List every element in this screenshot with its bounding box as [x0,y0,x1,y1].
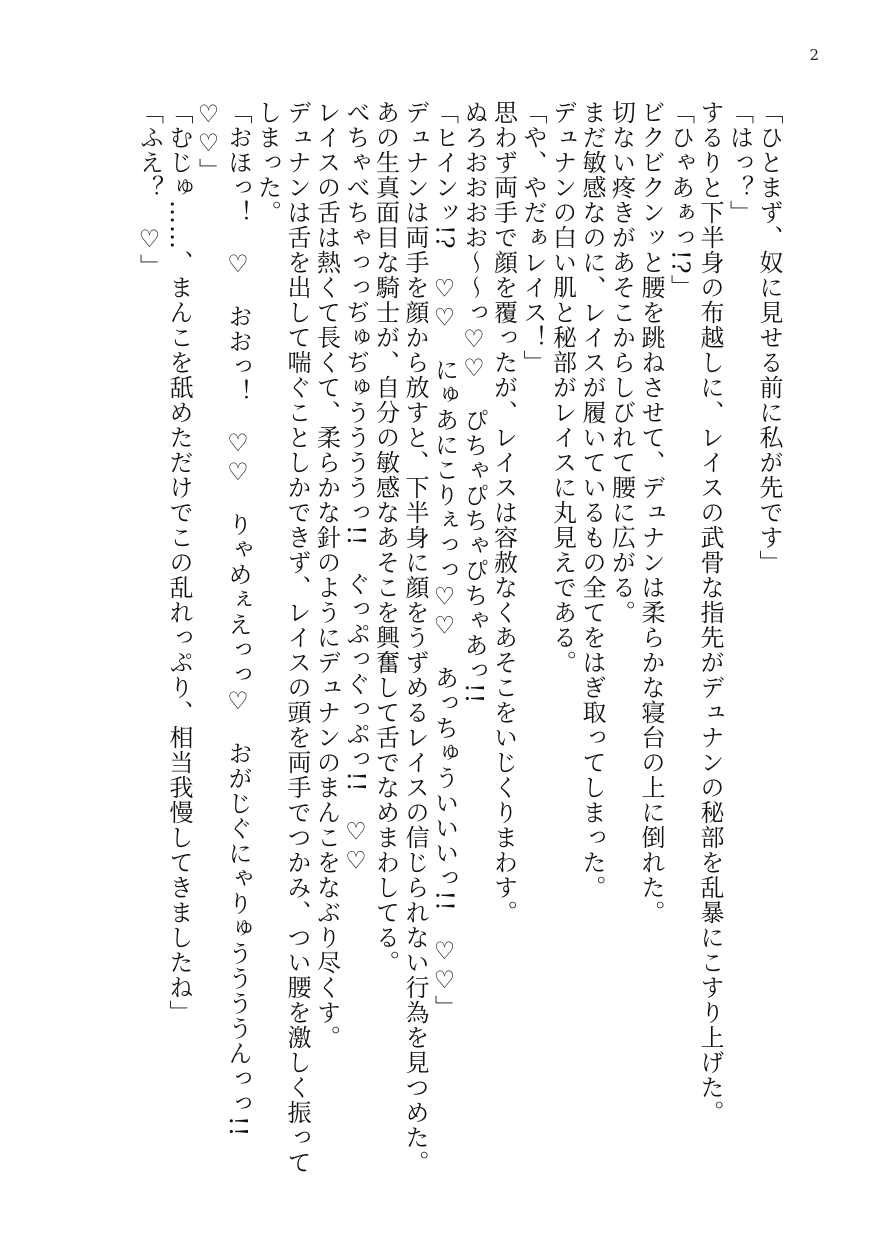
paragraph: デュナンは両手を顔から放すと、下半身に顔をうずめるレイスの信じられない行為を見つめた。 [401,100,429,1175]
paragraph: 「むじゅ……、まんこを舐めただけでこの乱れっぷり、相当我慢してきましたね」 [165,100,193,1025]
paragraph: 思わず両手で顔を覆ったが、レイスは容赦なくあそこをいじくりまわす。 [489,100,518,925]
paragraph: ぬろおおおお〜〜っ♡♡ ぴちゃぴちゃぴちゃあっ!! [460,100,488,705]
paragraph: デュナンの白い肌と秘部がレイスに丸見えである。 [548,100,577,675]
paragraph: デュナンは舌を出して喘ぐことしかできず、レイスの頭を両手でつかみ、つい腰を激しく振ってしまった。 [253,100,311,1175]
paragraph: 「ひとまず、奴に見せる前に私が先です」 [755,100,783,575]
paragraph: あの生真面目な騎士が、自分の敏感なあそこを興奮して舌でなめまわしてる。 [371,100,400,975]
paragraph: まだ敏感なのに、レイスが履いているもの全てをはぎ取ってしまった。 [578,100,606,900]
page-number: 2 [809,46,819,64]
paragraph: 「ひゃあぁっ!?」 [666,100,695,300]
paragraph: 「ふえ？ ♡」 [135,100,164,279]
paragraph: 切ない疼きがあそこからしびれて腰に広がる。 [607,100,636,625]
paragraph: するりと下半身の布越しに、レイスの武骨な指先がデュナンの秘部を乱暴にこすり上げた。 [696,100,724,1125]
novel-text-body [134,100,783,1180]
paragraph: べちゃべちゃっっぢゅぢゅううううっ!! ぐっぷっぐっぷっ!! ♡♡ [342,100,370,876]
paragraph: ビクビクンッと腰を跳ねさせて、デュナンは柔らかな寝台の上に倒れた。 [637,100,665,925]
paragraph: 「おほっ！ ♡ おおっ！ ♡♡ りゃめぇえっっ♡ おがじぐにゃりゅううううんっっ!! ♡♡」 [194,100,252,1163]
paragraph: 「はっ？」 [725,100,754,225]
paragraph: 「ヒインッ!? ♡♡ にゅあにこりぇっっ♡♡ あっちゅういいいっ!! ♡♡」 [430,100,459,1020]
paragraph: レイスの舌は熱くて長くて、柔らかな針のようにデュナンのまんこをなぶり尽くす。 [312,100,341,1050]
paragraph: 「や、やだぁレイス！」 [519,100,547,375]
